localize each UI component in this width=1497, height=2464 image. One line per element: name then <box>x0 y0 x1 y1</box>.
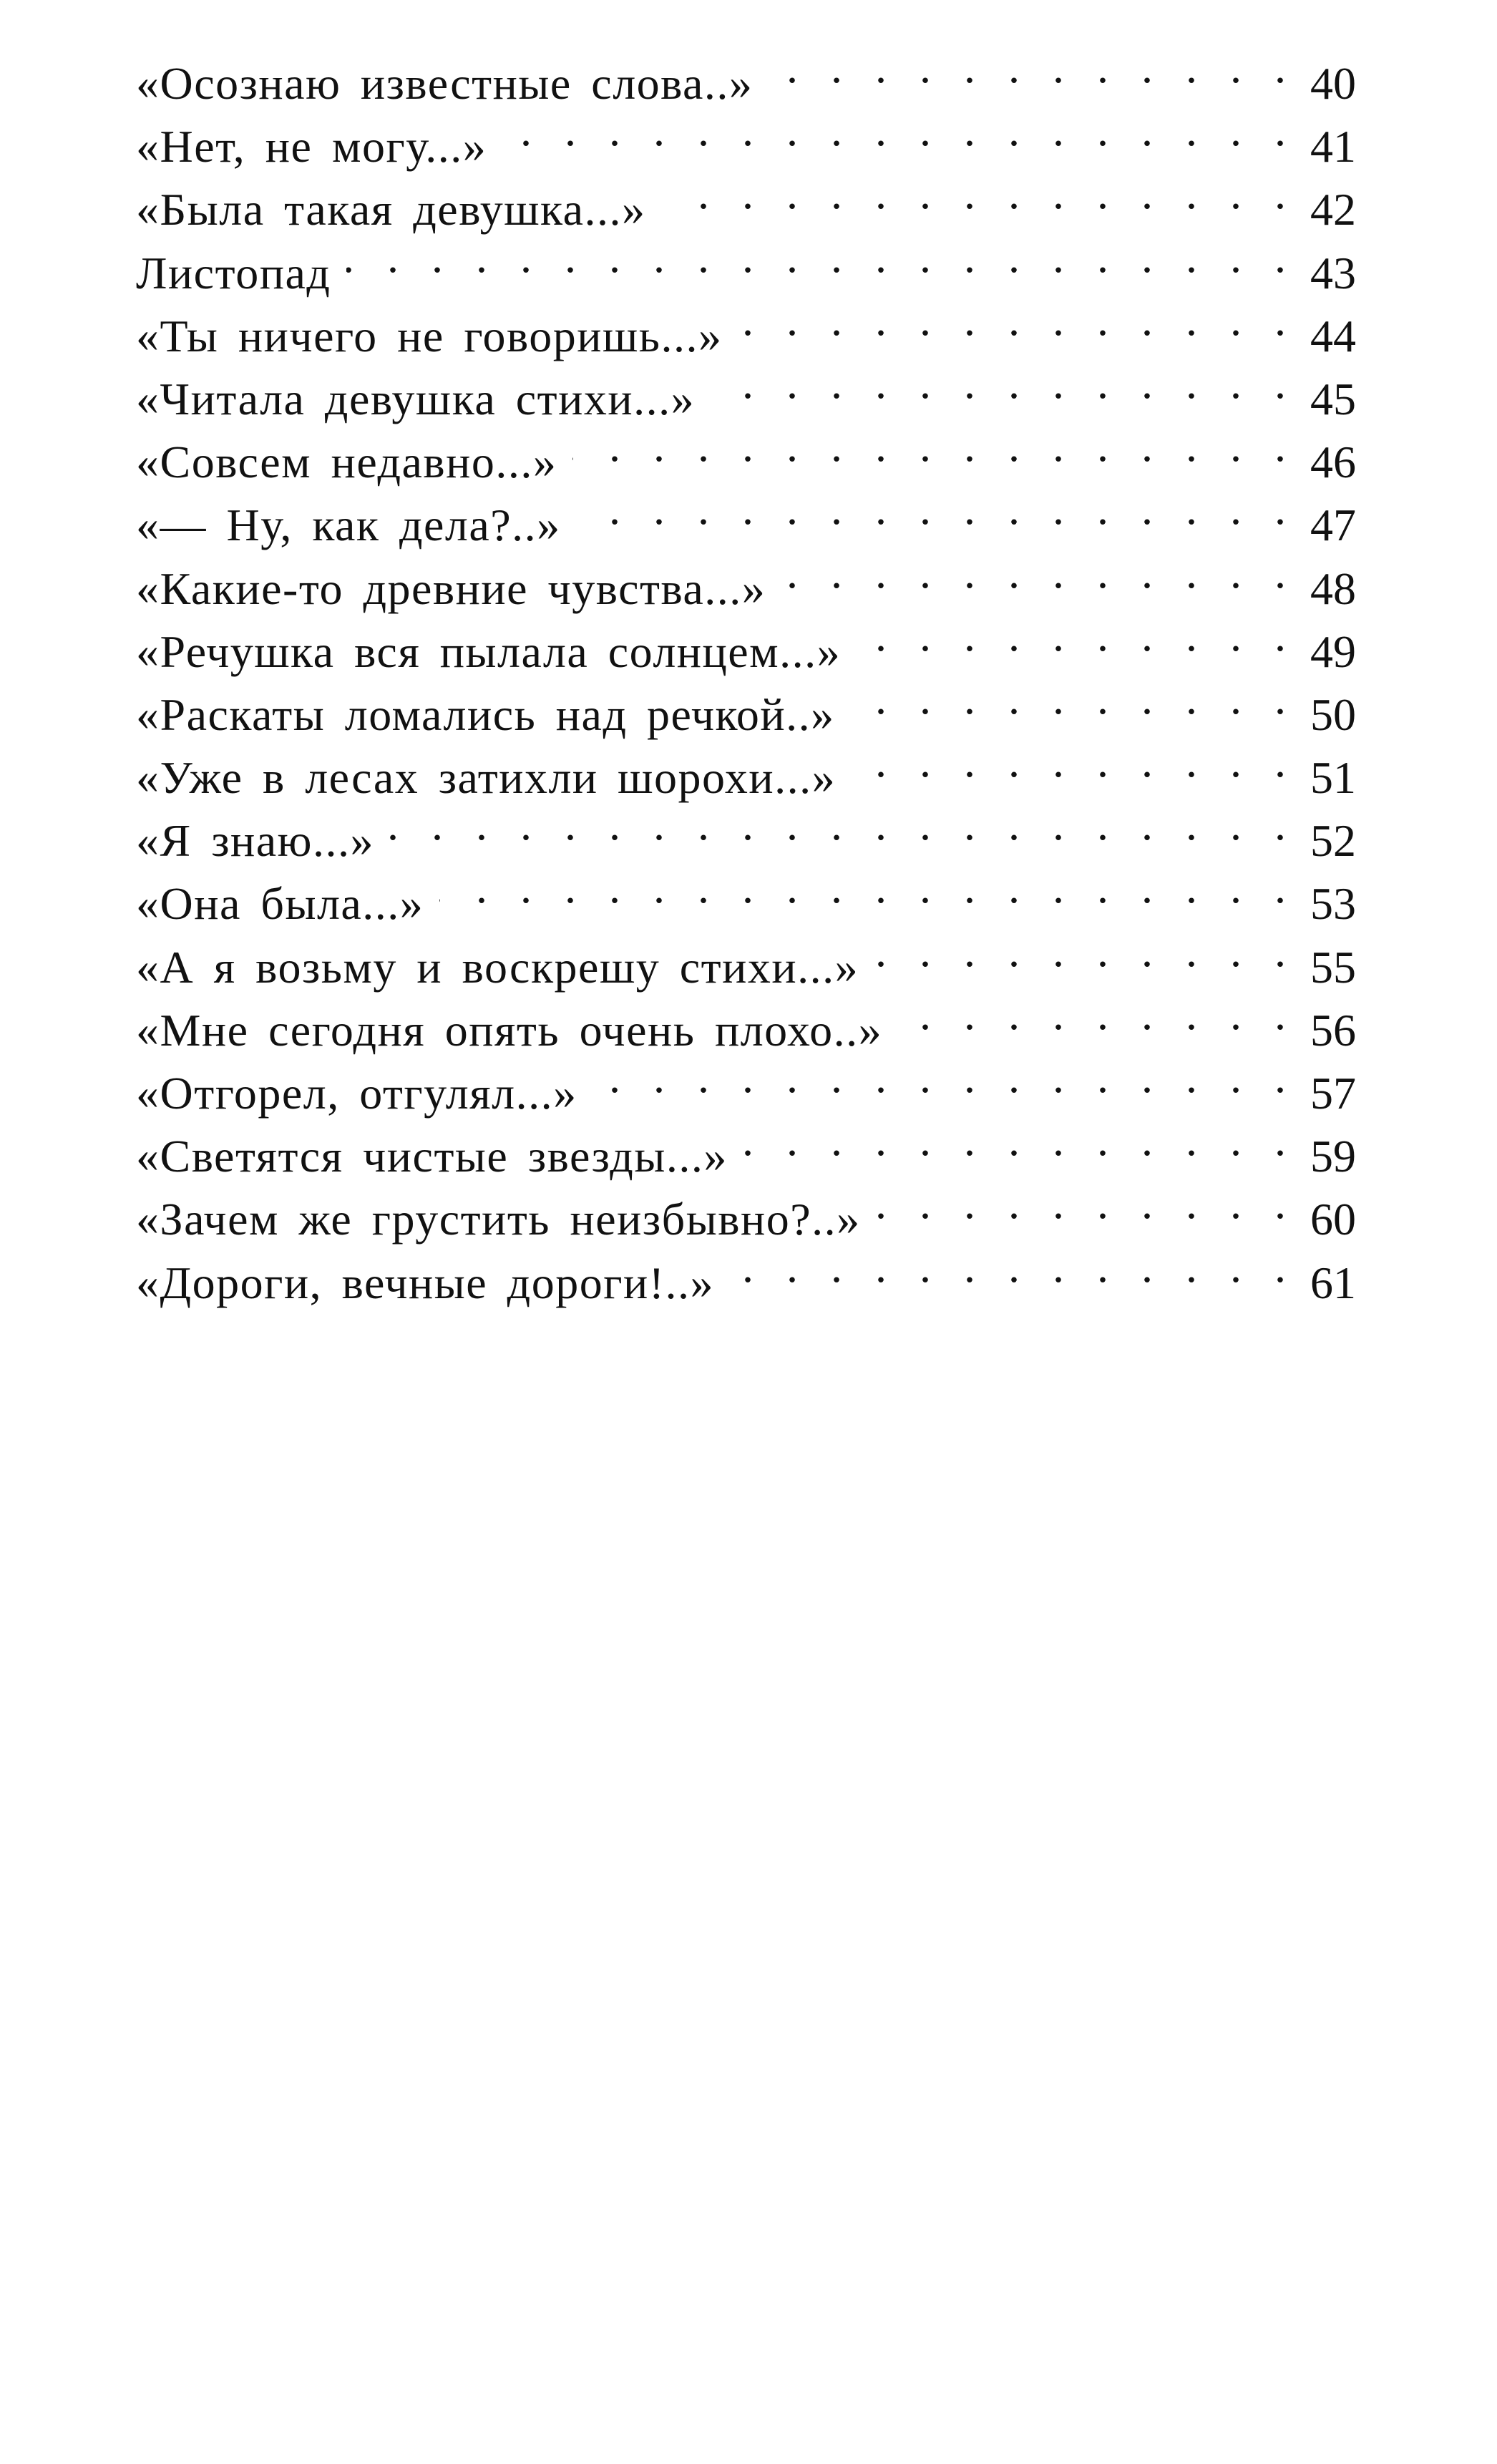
toc-entry-page: 44 <box>1310 310 1356 361</box>
toc-entry-page: 43 <box>1310 247 1356 298</box>
toc-entry-title: «Была такая девушка...» <box>136 184 646 235</box>
toc-dot-leader <box>781 541 1286 604</box>
toc-dot-leader <box>577 477 1286 540</box>
toc-dot-leader <box>857 604 1286 667</box>
toc-entry-title: «Зачем же грустить неизбывно?..» <box>136 1194 861 1245</box>
toc-entry-page: 60 <box>1310 1194 1356 1245</box>
toc-entry-page: 45 <box>1310 373 1356 424</box>
toc-entry-page: 46 <box>1310 437 1356 488</box>
toc-entry-title: «Речушка вся пылала солнцем...» <box>136 625 842 677</box>
toc-dot-leader <box>346 225 1286 288</box>
toc-entry-page: 50 <box>1310 688 1356 740</box>
toc-dot-leader <box>662 162 1286 225</box>
toc-entry-page: 49 <box>1310 625 1356 677</box>
toc-entry-page: 47 <box>1310 500 1356 551</box>
toc-dot-leader <box>852 730 1286 793</box>
toc-dot-leader <box>877 1172 1286 1235</box>
toc-entry-page: 40 <box>1310 58 1356 109</box>
toc-entry-page: 42 <box>1310 184 1356 235</box>
toc-dot-leader <box>898 983 1286 1046</box>
toc-entry-page: 61 <box>1310 1257 1356 1308</box>
toc-dot-leader <box>743 1109 1286 1172</box>
toc-entry-title: «А я возьму и воскрешу стихи...» <box>136 941 859 993</box>
toc-dot-leader <box>593 1046 1286 1109</box>
toc-entry-title: «Осознаю известные слова..» <box>136 58 754 109</box>
toc-entry-title: «Нет, не могу...» <box>136 121 487 172</box>
toc-dot-leader <box>439 856 1286 919</box>
toc-dot-leader <box>572 414 1286 477</box>
toc-entry-title: Листопад <box>136 247 331 298</box>
toc-entry-page: 55 <box>1310 941 1356 993</box>
toc-entry-page: 41 <box>1310 121 1356 172</box>
toc-entry-title: «Дороги, вечные дороги!..» <box>136 1257 715 1308</box>
toc-entry-title: «Уже в лесах затихли шорохи...» <box>136 752 837 804</box>
toc-dot-leader <box>769 36 1286 99</box>
toc-entry-page: 52 <box>1310 815 1356 867</box>
toc-entry-title: «— Ну, как дела?..» <box>136 500 561 551</box>
toc-dot-leader <box>390 793 1286 856</box>
toc-entry-title: «Совсем недавно...» <box>136 437 557 488</box>
toc-entry-title: «Какие-то древние чувства...» <box>136 563 766 614</box>
toc-entry-title: «Отгорел, отгулял...» <box>136 1068 577 1119</box>
toc-entry-page: 56 <box>1310 1004 1356 1056</box>
toc-dot-leader <box>711 351 1286 414</box>
toc-dot-leader <box>730 1235 1286 1298</box>
toc-entry <box>136 36 1356 109</box>
toc-entry-title: «Мне сегодня опять очень плохо..» <box>136 1004 883 1056</box>
toc-entry-title: «Ты ничего не говоришь...» <box>136 310 723 361</box>
toc-entry-page: 53 <box>1310 878 1356 930</box>
toc-entry-title: «Светятся чистые звезды...» <box>136 1131 728 1182</box>
toc-entry-title: «Раскаты ломались над речкой..» <box>136 688 835 740</box>
toc-dot-leader <box>502 99 1286 162</box>
toc-entry-title: «Она была...» <box>136 878 424 930</box>
toc-entry-page: 48 <box>1310 563 1356 614</box>
toc-entry-page: 57 <box>1310 1068 1356 1119</box>
toc-dot-leader <box>738 288 1286 351</box>
toc-entry-title: «Я знаю...» <box>136 815 374 867</box>
toc-entry-title: «Читала девушка стихи...» <box>136 373 696 424</box>
toc-dot-leader <box>874 920 1286 983</box>
table-of-contents <box>136 36 1356 1308</box>
toc-entry-page: 51 <box>1310 752 1356 804</box>
toc-dot-leader <box>851 667 1286 730</box>
toc-entry-page: 59 <box>1310 1131 1356 1182</box>
